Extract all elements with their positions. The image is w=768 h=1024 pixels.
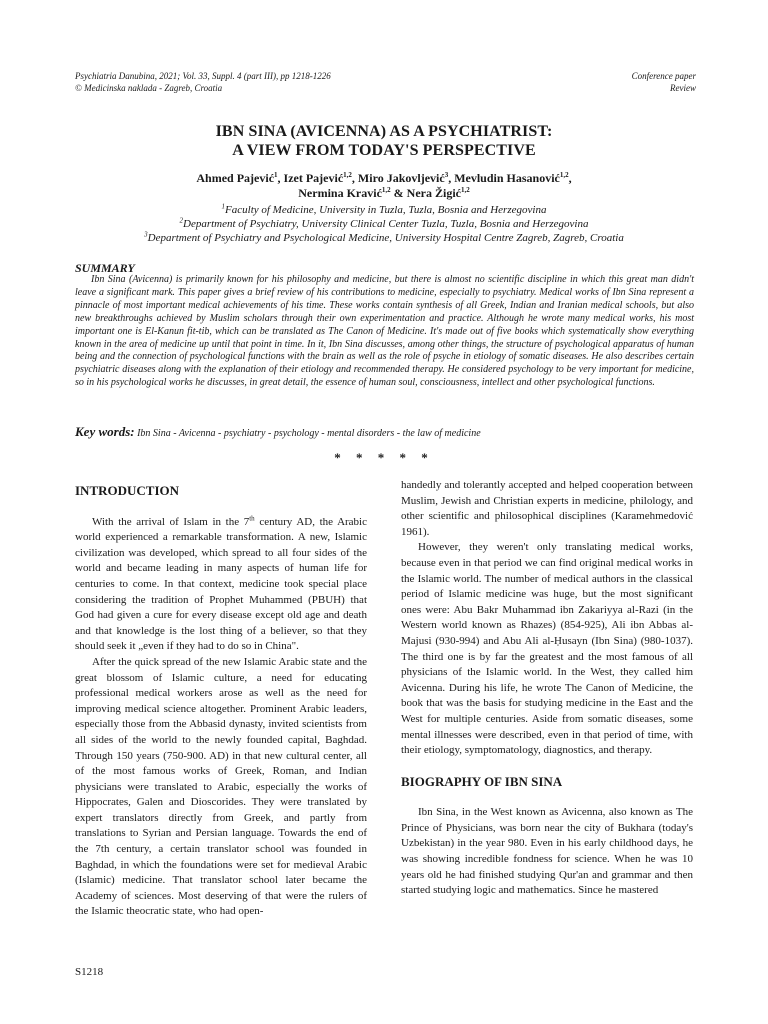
- author-name: & Nera Žigić: [390, 186, 461, 200]
- affiliation-text: Department of Psychiatry and Psychological Medicine, University Hospital Centre Zagreb, Zagreb, Croatia: [147, 232, 624, 244]
- intro-paragraph-1: [75, 515, 367, 655]
- biography-paragraph-1: Ibn Sina, in the West known as Avicenna, also known as The Prince of Physicians, was born near the city of Bukhara (today's Uzbekistan) in the year 980. Even in his early childhood days, he was showing incredible fondness for science. When he was 10 years old he had finished studying Qur'an and grammar and then started studying logic and mathematics. Since he mastered: [401, 806, 693, 897]
- author-affil-sup: 1,2: [381, 186, 391, 194]
- author-affil-sup: 1,2: [343, 171, 352, 179]
- title-line-1: IBN SINA (AVICENNA) AS A PSYCHIATRIST:: [215, 123, 553, 140]
- ordinal-sup: th: [249, 513, 255, 522]
- affiliation-sup: 1: [221, 202, 226, 211]
- summary-text: Ibn Sina (Avicenna) is primarily known for his philosophy and medicine, but there is almost no scientific discipline in which this great man didn't leave a significant mark. This paper gives a brief review of his contributions to medicine, especially to psychiatry. Medical works of Ibn Sina represent a pinnacle of most important medical achievements of his time. These works contain synthesis of all Greek, Indian and Iranian medical schools, but also new breakthroughs achieved by Muslim scholars through their own experimentation and practice. Although he wrote many medical works, his most important one is El-Kanun fit-tib, which can be translated as The Canon of Medicine. It's made out of five books which systematically show everything known in the area of medicine up until that point in time. In it, Ibn Sina discusses, among other things, the structure of psychological apparatus of human being and the connection of psychological functions with the brain as well as the role of psyche in etiology of somatic diseases. He also describes certain psychiatric diseases along with the explanation of their etiology and recommended therapy. He considered psychology to be very important for medicine, so in his psychological works he discusses, in great detail, the essence of human soul, consciousness, intellect and other psychological functions.: [75, 274, 694, 389]
- intro-p1-text-cont: century AD, the Arabic world experienced a remarkable transformation. A new, Islamic civilization was developed, which spread to all four sides of the world and became leading in many aspects of human life for centuries to come. In that context, medicine took special place considering the tradition of Prophet Muhammed (PBUH) that God had given a cure for every disease except old age and death and that knowledge is the lost thing of a believer, so that they should seek it „even if they had to do so in China".: [75, 515, 367, 653]
- affiliation-text: Department of Psychiatry, University Clinical Center Tuzla, Tuzla, Bosnia and Herzegovina: [183, 218, 589, 230]
- author-affil-sup: 1: [274, 171, 278, 179]
- author-affil-sup: 1,2: [460, 186, 470, 194]
- keywords-label: Key words:: [75, 424, 135, 439]
- affiliation-sup: 3: [144, 230, 148, 239]
- affiliation-1: [40, 203, 728, 217]
- author-name: Nermina Kravić: [298, 186, 382, 200]
- author-affil-sup: 1,2: [559, 171, 569, 179]
- intro-paragraph-3: handedly and tolerantly accepted and helped cooperation between Muslim, Jewish and Christian experts in medicine, philology, and other scientific and philosophical disciplines (Karamehmedović 1961).: [401, 479, 693, 538]
- paper-subtype: Review: [670, 83, 696, 93]
- right-column: [401, 478, 693, 899]
- publisher-line: © Medicinska naklada - Zagreb, Croatia: [75, 83, 223, 93]
- introduction-heading: INTRODUCTION: [75, 483, 180, 498]
- paper-title: [60, 122, 708, 160]
- author-name: , Mevludin Hasanović: [448, 171, 560, 185]
- intro-paragraph-2: After the quick spread of the new Islamic Arabic state and the great blossom of Islamic culture, a need for educating professional medical workers arose as well as the need for improving medical science altogether. Prominent Arabic leaders, especially those from the Abbasid dynasty, invited scientists from all sides of the world to the newly founded capital, Baghdad. Through 150 years (750-900. AD) in that new cultural center, all of the most famous works of Greek, Roman, and Indian physicians were translated to Arabic, especially the works of Hippocrates, Galen and Dioscorides. They were translated by expert translators directly from Greek, and partly from translations to Syrian and Persian language. Towards the end of the 7th century, a certain translator school was founded in Baghdad, in which the foundations were set for medieval Arabic (Islamic) medicine. That translator school later became the Academy of sciences. Most deserving of that were the rulers of the Islamic theocratic state, who had open-: [75, 655, 367, 918]
- title-line-2: A VIEW FROM TODAY'S PERSPECTIVE: [232, 142, 536, 159]
- affiliation-2: [40, 217, 728, 231]
- affiliation-3: [40, 231, 728, 245]
- intro-p1-text: With the arrival of Islam in the 7: [92, 515, 250, 528]
- affiliation-sup: 2: [179, 216, 184, 225]
- author-name: Ahmed Pajević: [196, 171, 275, 185]
- journal-citation: Psychiatria Danubina, 2021; Vol. 33, Suppl. 4 (part III), pp 1218-1226: [75, 71, 331, 81]
- author-separator: ,: [568, 171, 572, 185]
- running-header-right: [632, 70, 696, 94]
- left-column: [75, 480, 367, 920]
- section-separator: * * * * *: [334, 450, 434, 465]
- affiliations: [40, 203, 728, 245]
- author-name: , Miro Jakovljević: [351, 171, 445, 185]
- affiliation-text: Faculty of Medicine, University in Tuzla, Tuzla, Bosnia and Herzegovina: [225, 204, 547, 216]
- paper-type: Conference paper: [631, 71, 696, 81]
- intro-paragraph-4: However, they weren't only translating medical works, because even in that period we can find original medical works in the Islamic world. The number of medical authors in the classical period of Islamic medicine was huge, but the most significant ones were: Abu Bakr Muhammad ibn Zakariyya al-Razi (in the Western world known as Rhazes) (854-925), Ali ibn Abbas al-Majusi (930-994) and Abu Ali al-Ḥusayn (Ibn Sina) (980-1037). The third one is by far the greatest and the most famous of all physicians of the Islamic world. In the West, they called him Avicenna. During his life, he wrote The Canon of Medicine, the book that was the basis for studying medicine in the East and the West for multiple centuries. Aside from somatic diseases, some mental illnesses were described, even in that period of time, with their etiology, symptomatology, diagnostics, and therapy.: [401, 541, 693, 757]
- biography-heading: BIOGRAPHY OF IBN SINA: [401, 773, 563, 789]
- page-number: S1218: [75, 966, 104, 978]
- summary-heading: SUMMARY: [75, 261, 135, 275]
- author-name: , Izet Pajević: [277, 171, 344, 185]
- keywords: [75, 425, 694, 441]
- author-list: [60, 171, 708, 201]
- author-line-1: [60, 171, 708, 186]
- author-line-2: [60, 186, 708, 201]
- running-header-left: [75, 70, 331, 94]
- author-affil-sup: 3: [444, 171, 449, 179]
- keywords-text: Ibn Sina - Avicenna - psychiatry - psychology - mental disorders - the law of medicine: [137, 428, 481, 439]
